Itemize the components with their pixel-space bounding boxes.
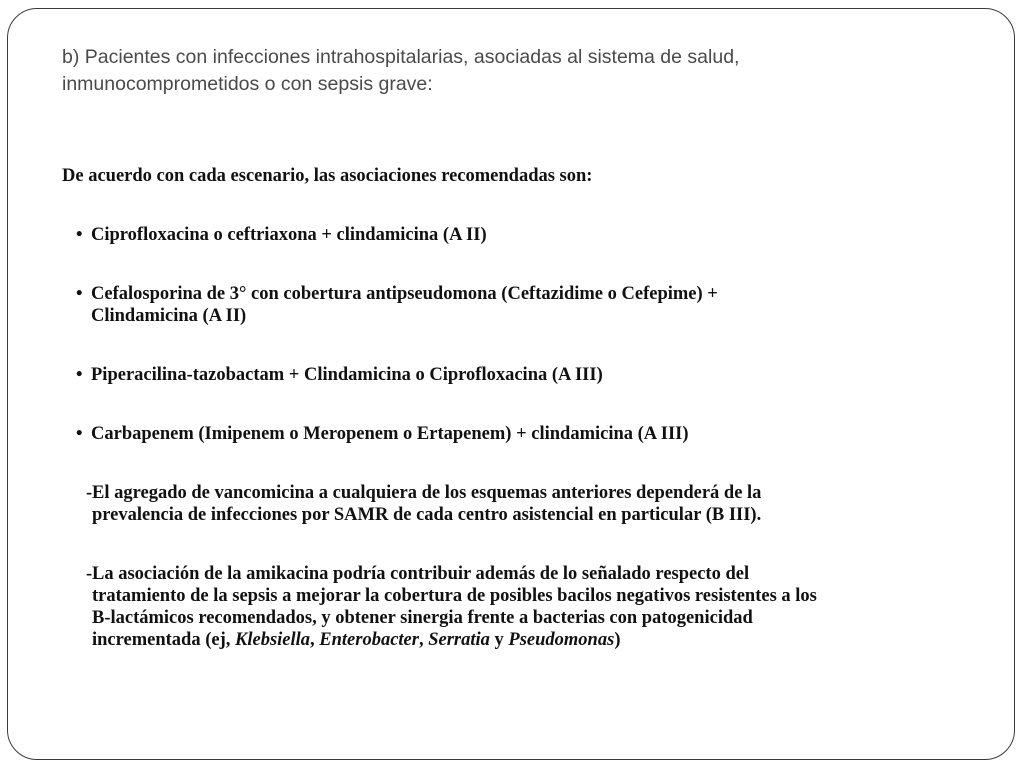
organism-enterobacter: Enterobacter — [319, 630, 419, 650]
slide-heading — [62, 44, 962, 98]
organism-separator: , — [310, 630, 320, 650]
bullet-text: Carbapenem (Imipenem o Meropenem o Ertapenem) + clindamicina (A III) — [91, 424, 689, 444]
organism-pseudomonas: Pseudomonas — [508, 630, 615, 650]
heading-line-2: inmunocomprometidos o con sepsis grave: — [62, 73, 433, 95]
note-text-line-2: prevalencia de infecciones por SAMR de cada centro asistencial en particular (B III). — [92, 505, 762, 525]
note-text-line-2: tratamiento de la sepsis a mejorar la cobertura de posibles bacilos negativos resistentes a los — [92, 586, 817, 606]
note-text-line-3: B-lactámicos recomendados, y obtener sinergia frente a bacterias con patogenicidad — [92, 608, 753, 628]
heading-line-1: b) Pacientes con infecciones intrahospitalarias, asociadas al sistema de salud, — [62, 46, 740, 68]
organism-klebsiella: Klebsiella — [235, 630, 311, 650]
bullet-marker: • — [76, 365, 83, 385]
note-item-2 — [62, 563, 992, 651]
bullet-item-1 — [62, 224, 992, 246]
bullet-text-line-1: Cefalosporina de 3° con cobertura antipseudomona (Ceftazidime o Cefepime) + — [91, 284, 718, 304]
bullet-item-2 — [62, 283, 992, 327]
bullet-text: Piperacilina-tazobactam + Clindamicina o Ciprofloxacina (A III) — [91, 365, 603, 385]
note-item-1 — [62, 482, 992, 526]
dash-marker: - — [86, 564, 93, 584]
note-text-line-4-suffix: ) — [614, 630, 621, 650]
slide-body — [62, 165, 992, 688]
bullet-item-3 — [62, 364, 992, 386]
bullet-marker: • — [76, 284, 83, 304]
bullet-text-line-2: Clindamicina (A II) — [91, 306, 247, 326]
bullet-item-4 — [62, 423, 992, 445]
bullet-marker: • — [76, 225, 83, 245]
organism-serratia: Serratia — [428, 630, 490, 650]
organism-separator: , — [418, 630, 429, 650]
organism-separator: y — [489, 630, 509, 650]
bullet-text: Ciprofloxacina o ceftriaxona + clindamicina (A II) — [91, 225, 487, 245]
note-text-line-1: La asociación de la amikacina podría contribuir además de lo señalado respecto del — [92, 564, 750, 584]
note-text-line-4-prefix: incrementada (ej, — [92, 630, 235, 650]
bullet-marker: • — [76, 424, 83, 444]
note-text-line-1: El agregado de vancomicina a cualquiera de los esquemas anteriores dependerá de la — [92, 483, 762, 503]
intro-text: De acuerdo con cada escenario, las asociaciones recomendadas son: — [62, 166, 593, 186]
dash-marker: - — [86, 483, 93, 503]
